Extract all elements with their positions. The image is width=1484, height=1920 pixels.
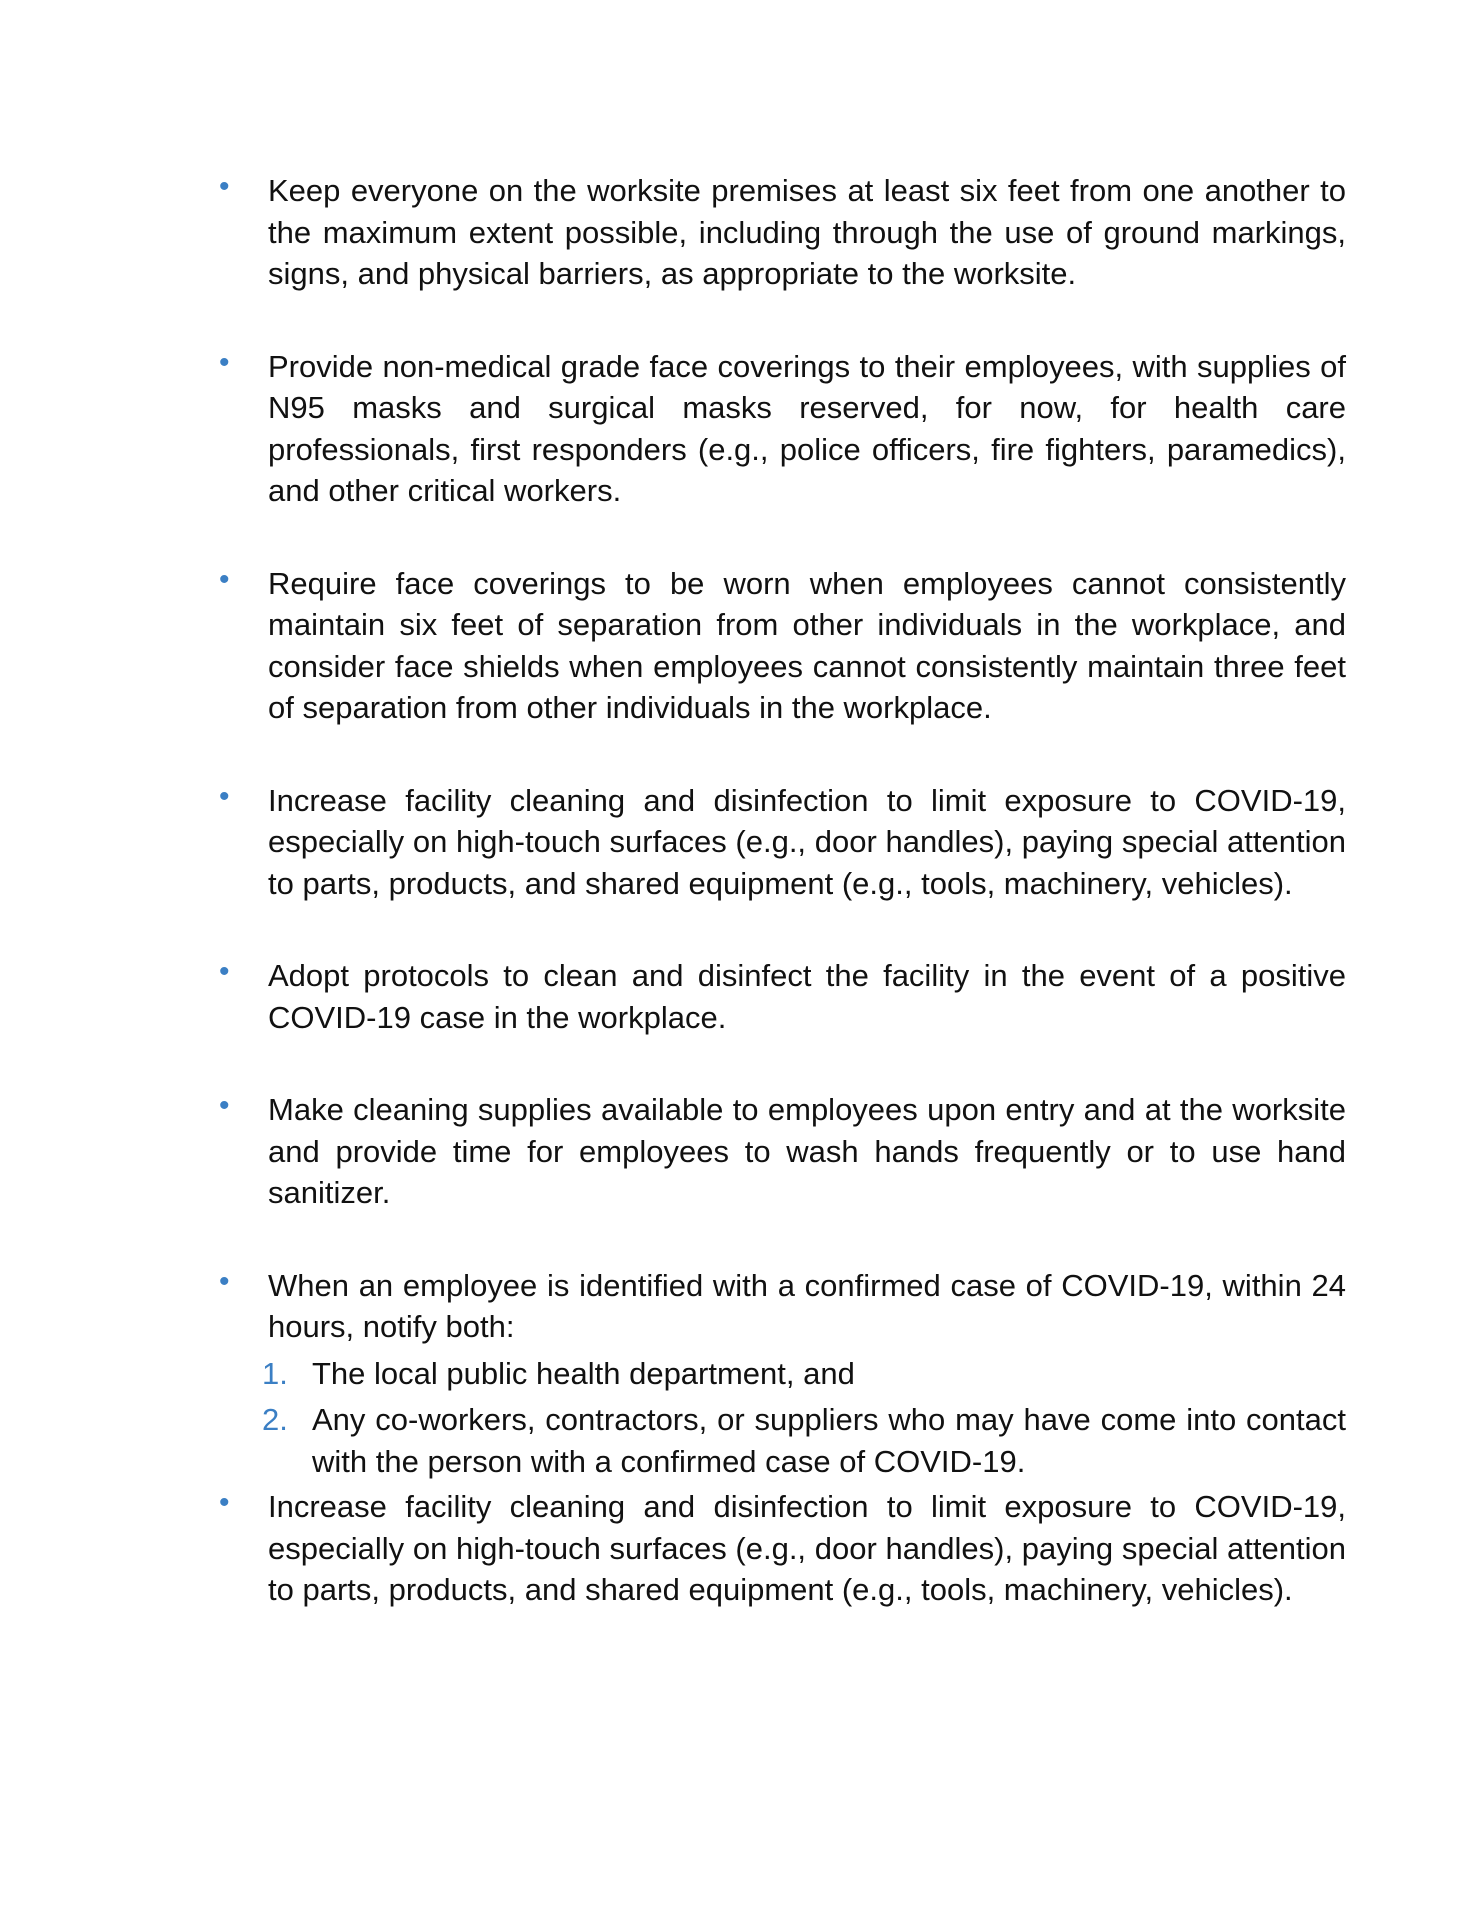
bullet-list [219, 170, 1346, 1611]
bullet-icon: • [219, 779, 230, 813]
list-number: 1. [262, 1355, 288, 1391]
list-item-text: Increase facility cleaning and disinfection to limit exposure to COVID-19, especially on high-touch surfaces (e.g., door handles), paying special attention to parts, products, and shared equipment (e.g., tools, machinery, vehicles). [268, 782, 1346, 901]
bullet-icon: • [219, 562, 230, 596]
numbered-sublist [262, 1353, 1346, 1483]
list-item-text: Adopt protocols to clean and disinfect the facility in the event of a positive COVID-19 case in the workplace. [268, 958, 1346, 1035]
list-item-text: Require face coverings to be worn when employees cannot consistently maintain six feet of separation from other individuals in the workplace, and consider face shields when employees cannot consistently maintain three feet of separation from other individuals in the workplace. [268, 565, 1346, 725]
list-item [219, 1486, 1346, 1611]
numbered-list-item-text: The local public health department, and [312, 1355, 855, 1391]
list-item-text: Increase facility cleaning and disinfection to limit exposure to COVID-19, especially on high-touch surfaces (e.g., door handles), paying special attention to parts, products, and shared equipment (e.g., tools, machinery, vehicles). [268, 1489, 1346, 1607]
bullet-icon: • [219, 170, 230, 203]
list-item [219, 345, 1346, 512]
list-item [219, 562, 1346, 729]
list-item-text: Provide non-medical grade face coverings to their employees, with supplies of N95 masks and surgical masks reserved, for now, for health care professionals, first responders (e.g., police officers, fire fighters, paramedics), and other critical workers. [268, 348, 1346, 508]
bullet-icon: • [219, 1264, 230, 1298]
bullet-icon: • [219, 955, 230, 988]
numbered-list-item [262, 1399, 1346, 1482]
list-item [219, 1264, 1346, 1483]
bullet-icon: • [219, 1089, 230, 1122]
list-item-text: Make cleaning supplies available to employees upon entry and at the worksite and provide time for employees to wash hands frequently or to use hand sanitizer. [268, 1092, 1346, 1210]
bullet-icon: • [219, 345, 230, 379]
list-item [219, 1089, 1346, 1214]
list-item-text: Keep everyone on the worksite premises at least six feet from one another to the maximum extent possible, including through the use of ground markings, signs, and physical barriers, as appropriate to the worksite. [268, 173, 1346, 291]
numbered-list-item [262, 1353, 1346, 1395]
list-item [219, 779, 1346, 905]
list-item [219, 955, 1346, 1038]
list-item-text: When an employee is identified with a confirmed case of COVID-19, within 24 hours, notify both: [268, 1267, 1346, 1344]
list-item [219, 170, 1346, 295]
list-number: 2. [262, 1402, 288, 1437]
numbered-list-item-text: Any co-workers, contractors, or suppliers who may have come into contact with the person with a confirmed case of COVID-19. [312, 1402, 1346, 1479]
bullet-icon: • [219, 1486, 230, 1519]
